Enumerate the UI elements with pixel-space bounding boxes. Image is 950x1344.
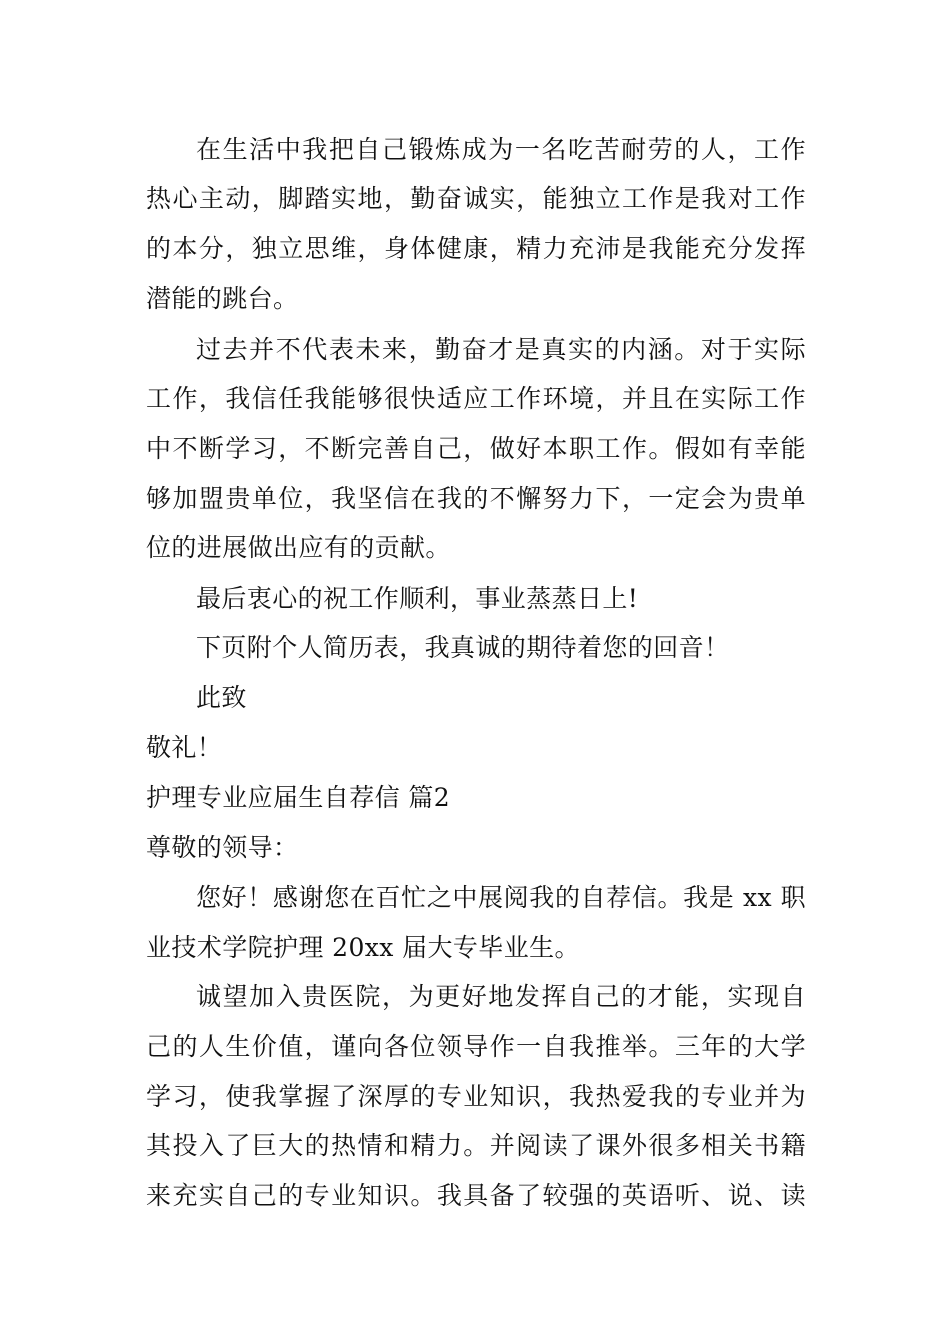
section-title: 护理专业应届生自荐信 篇2 <box>146 783 451 812</box>
paragraph-2-line-1: 过去并不代表未来，勤奋才是真实的内涵。对于实际 <box>196 335 806 364</box>
paragraph-1-line-2: 热心主动，脚踏实地，勤奋诚实，能独立工作是我对工作 <box>146 184 806 213</box>
paragraph-2-line-3: 中不断学习，不断完善自己，做好本职工作。假如有幸能 <box>146 434 806 463</box>
paragraph-1-line-3: 的本分，独立思维，身体健康，精力充沛是我能充分发挥 <box>146 234 806 263</box>
paragraph-10-line-3: 学习，使我掌握了深厚的专业知识，我热爱我的专业并为 <box>146 1082 806 1111</box>
paragraph-10-line-5: 来充实自己的专业知识。我具备了较强的英语听、说、读 <box>146 1181 806 1210</box>
closing-salutation: 此致 <box>196 683 247 712</box>
closing-regards: 敬礼！ <box>146 733 223 762</box>
paragraph-10-line-4: 其投入了巨大的热情和精力。并阅读了课外很多相关书籍 <box>146 1131 806 1160</box>
paragraph-9-line-1: 您好！感谢您在百忙之中展阅我的自荐信。我是 xx 职 <box>196 883 806 912</box>
paragraph-1-line-1: 在生活中我把自己锻炼成为一名吃苦耐劳的人，工作 <box>196 135 806 164</box>
paragraph-3: 最后衷心的祝工作顺利，事业蒸蒸日上! <box>196 584 639 613</box>
paragraph-1-line-4: 潜能的跳台。 <box>146 284 299 313</box>
paragraph-9-line-2: 业技术学院护理 20xx 届大专毕业生。 <box>146 933 580 962</box>
paragraph-10-line-1: 诚望加入贵医院，为更好地发挥自己的才能，实现自 <box>196 982 806 1011</box>
paragraph-4: 下页附个人简历表，我真诚的期待着您的回音！ <box>196 633 730 662</box>
greeting: 尊敬的领导： <box>146 833 299 862</box>
paragraph-2-line-5: 位的进展做出应有的贡献。 <box>146 533 451 562</box>
paragraph-2-line-2: 工作，我信任我能够很快适应工作环境，并且在实际工作 <box>146 384 806 413</box>
paragraph-10-line-2: 己的人生价值，谨向各位领导作一自我推举。三年的大学 <box>146 1032 806 1061</box>
paragraph-2-line-4: 够加盟贵单位，我坚信在我的不懈努力下，一定会为贵单 <box>146 484 806 513</box>
